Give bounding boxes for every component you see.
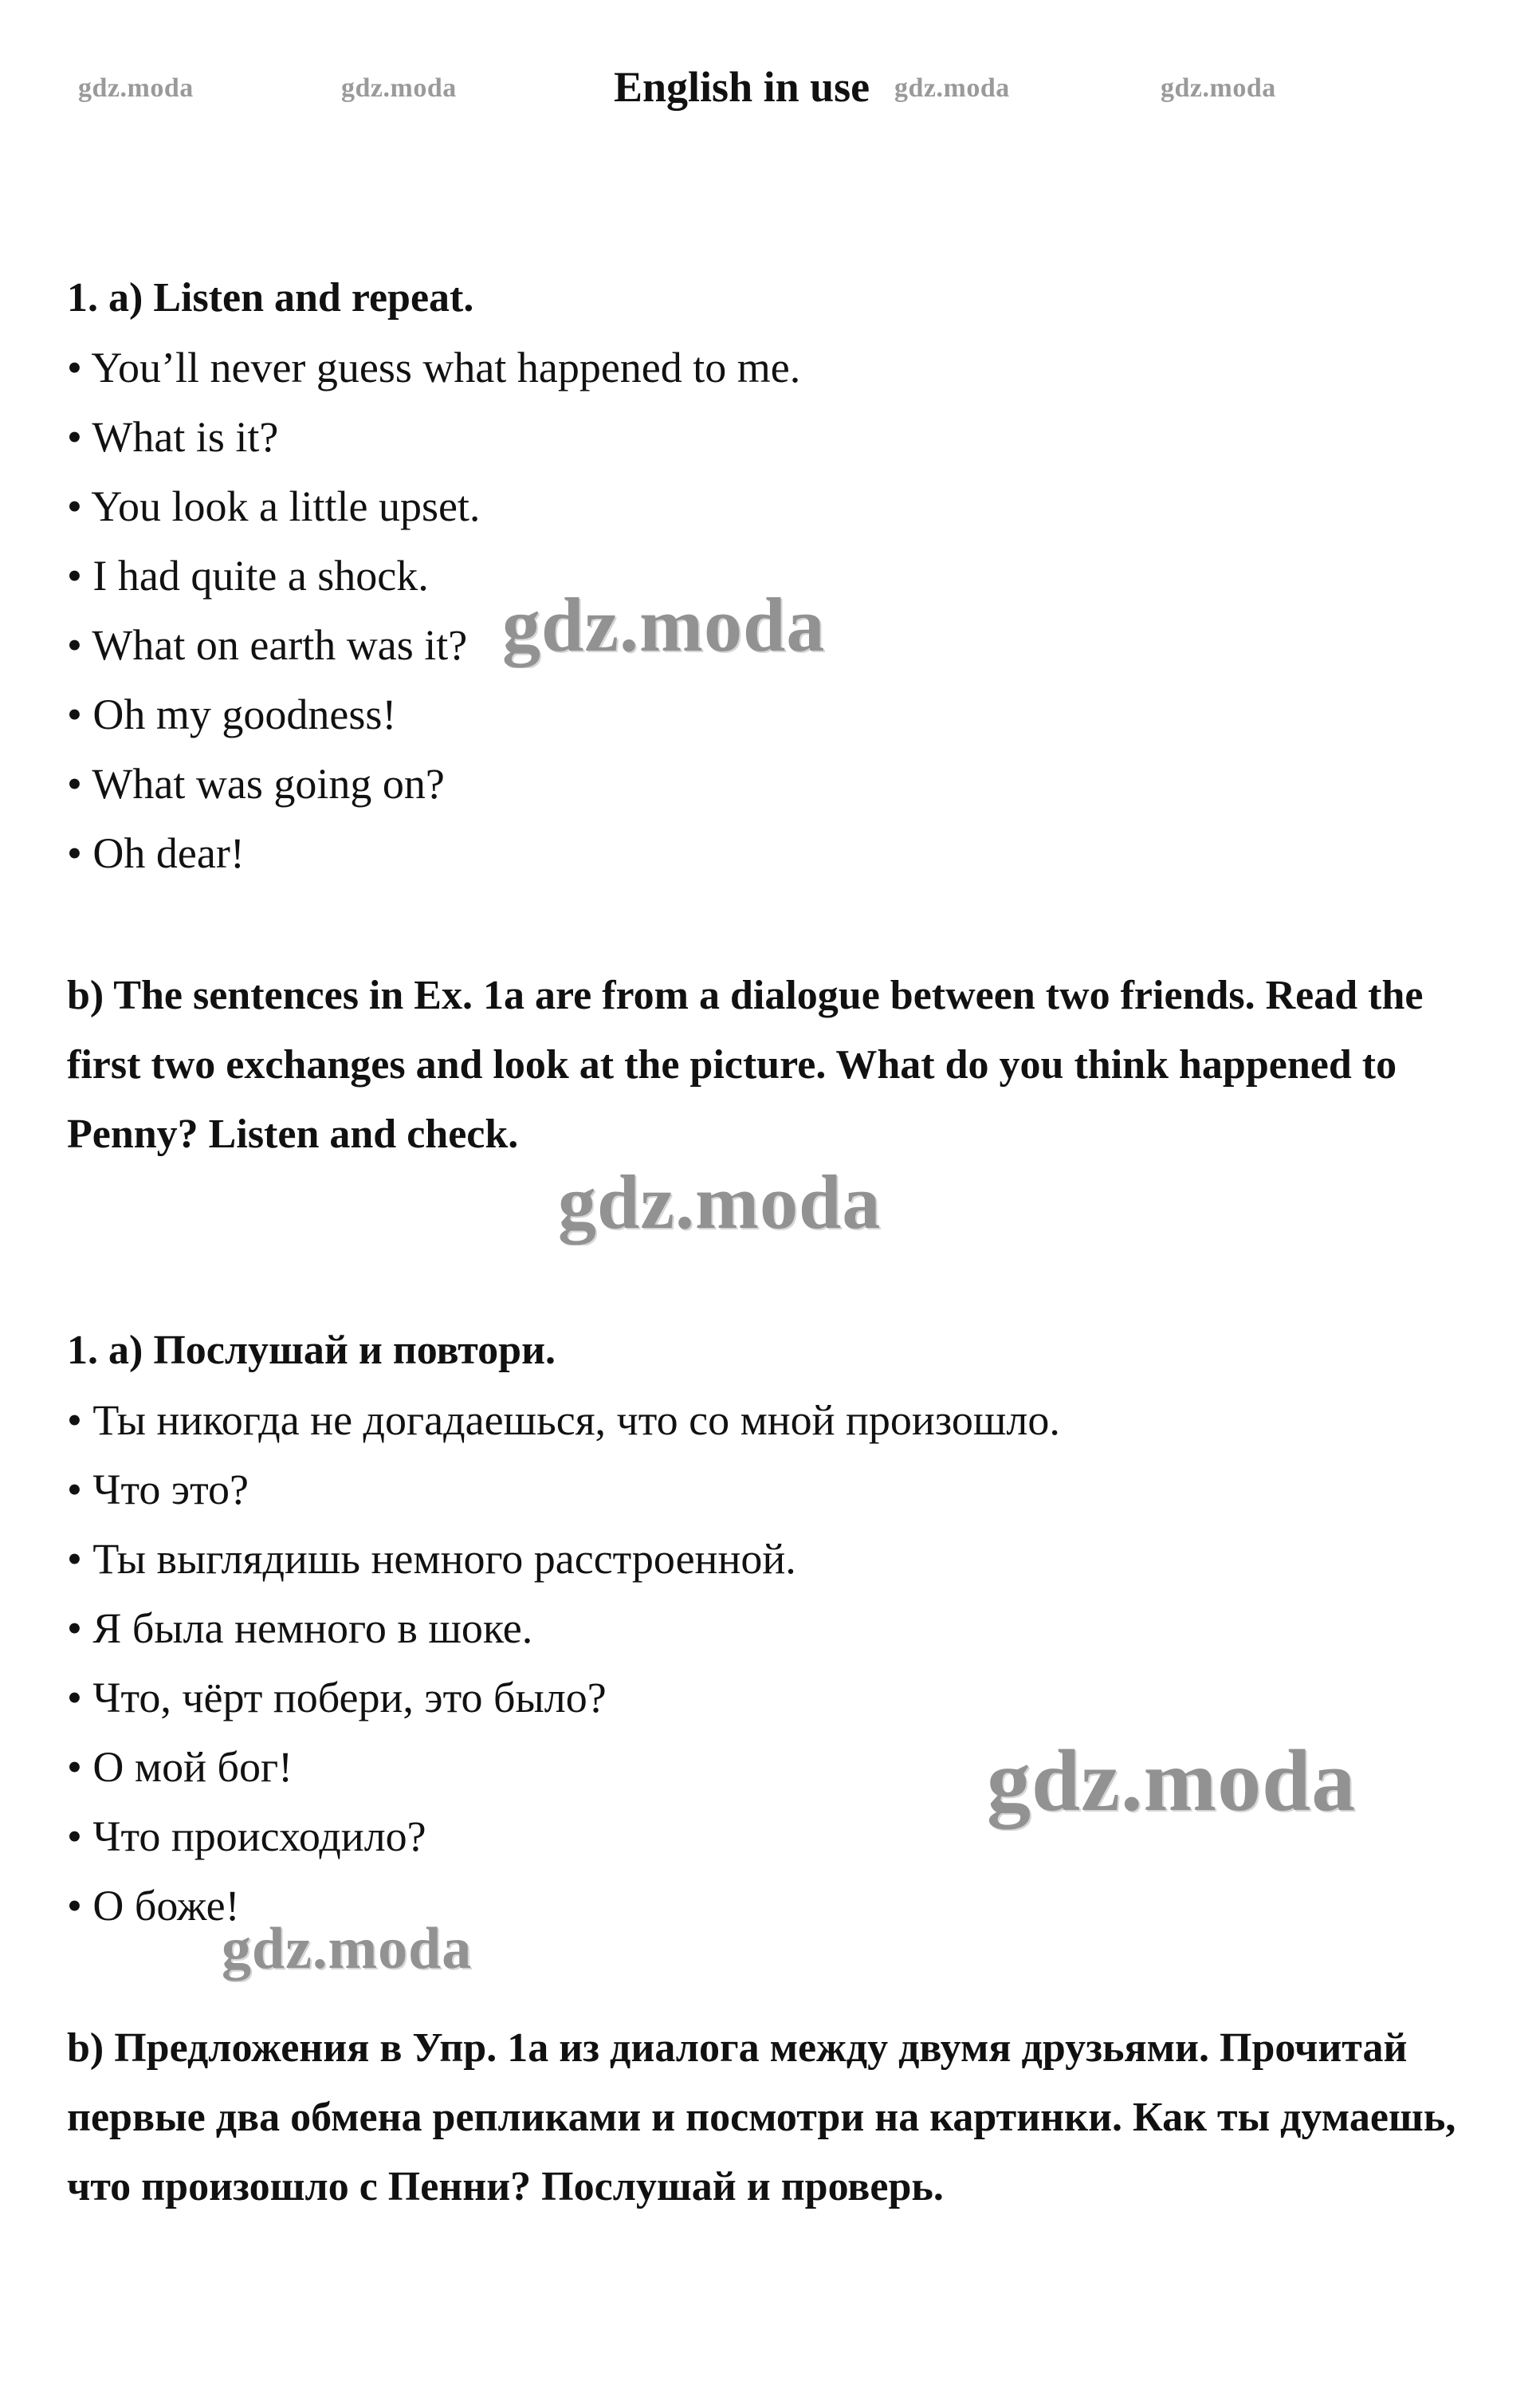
phrase-item: • О мой бог!	[67, 1743, 293, 1791]
phrase-item: • What was going on?	[67, 760, 445, 808]
exercise-instruction: b) The sentences in Ex. 1a are from a dialogue between two friends. Read the first two exchanges and look at the picture. What do you think happened to Penny? Listen and check.	[67, 973, 1424, 1157]
exercise-instruction: b) Предложения в Упр. 1а из диалога между двумя друзьями. Прочитай первые два обмена репликами и посмотри на картинки. Как ты думаешь, что произошло с Пенни? Послушай и проверь.	[67, 2025, 1456, 2209]
header-watermark: gdz.moda	[341, 73, 457, 103]
russian-exercise	[67, 1316, 1486, 1941]
watermark: gdz.moda	[502, 582, 826, 667]
phrase-item: • Что, чёрт побери, это было?	[67, 1674, 607, 1721]
header-watermark: gdz.moda	[78, 73, 194, 103]
russian-part-b	[67, 2013, 1486, 2221]
phrase-item: • You look a little upset.	[67, 482, 481, 530]
english-part-b	[67, 961, 1486, 1169]
watermark: gdz.moda	[558, 1159, 882, 1245]
phrase-item: • Что происходило?	[67, 1812, 426, 1860]
phrase-item: • Oh dear!	[67, 829, 245, 877]
header-watermark: gdz.moda	[1161, 73, 1276, 103]
exercise-heading: 1. а) Послушай и повтори.	[67, 1328, 556, 1373]
phrase-item: • What on earth was it?	[67, 621, 468, 669]
phrase-item: • What is it?	[67, 413, 279, 461]
phrase-item: • Oh my goodness!	[67, 691, 397, 738]
exercise-heading: 1. a) Listen and repeat.	[67, 275, 474, 321]
page-title: English in use	[614, 63, 870, 111]
watermark: gdz.moda	[222, 1916, 473, 1981]
phrase-item: • Что это?	[67, 1466, 249, 1513]
watermark: gdz.moda	[987, 1732, 1357, 1829]
phrase-item: • Ты никогда не догадаешься, что со мной произошло.	[67, 1396, 1060, 1444]
phrase-item: • О боже!	[67, 1882, 240, 1930]
header-watermark: gdz.moda	[894, 73, 1010, 103]
phrase-item: • I had quite a shock.	[67, 552, 429, 600]
phrase-item: • Ты выглядишь немного расстроенной.	[67, 1535, 796, 1583]
phrase-item: • Я была немного в шоке.	[67, 1604, 533, 1652]
english-exercise	[67, 263, 1486, 888]
phrase-item: • You’ll never guess what happened to me.	[67, 344, 801, 391]
